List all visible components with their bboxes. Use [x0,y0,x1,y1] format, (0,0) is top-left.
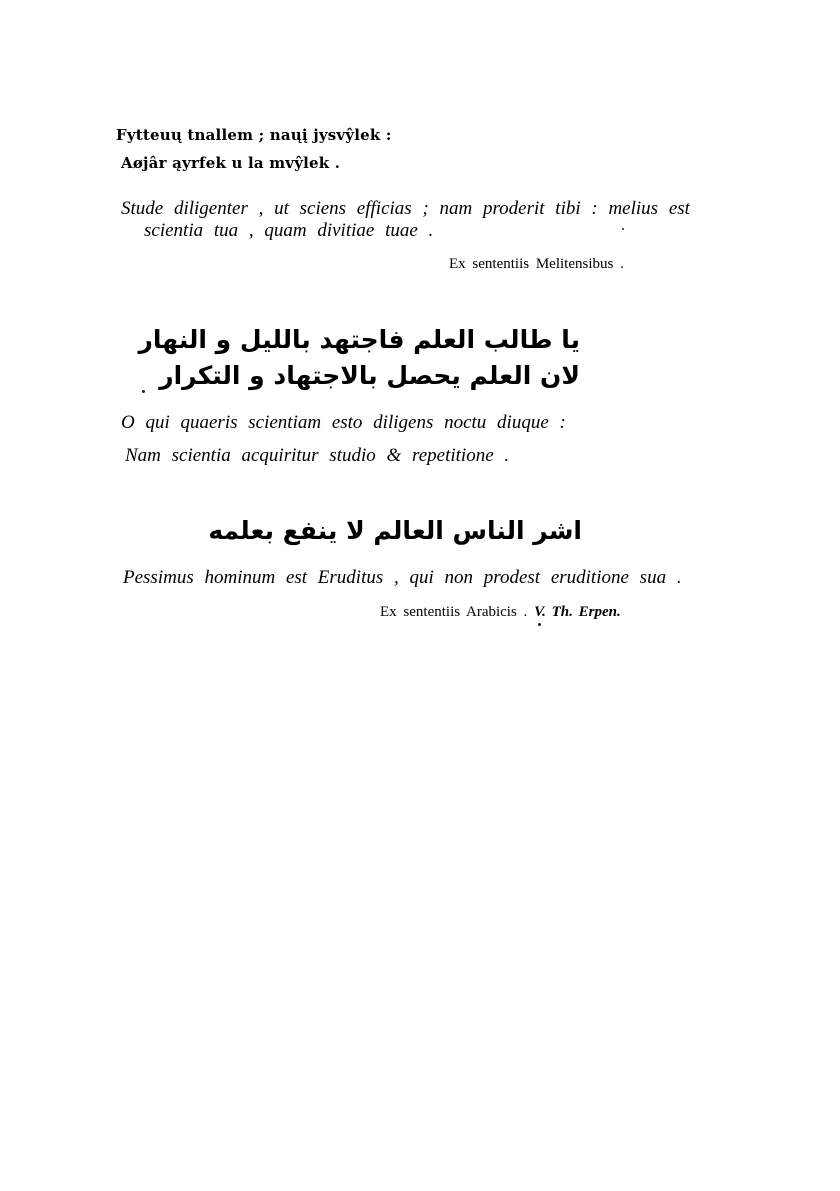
print-speck [622,228,624,230]
source-attribution-2-text: Ex sententiis Arabicis . [380,604,528,620]
print-speck [142,390,145,393]
source-attribution-2-author: V. Th. Erpen. [534,604,621,620]
source-attribution-2 [380,605,621,620]
maltese-proverb-line-1: Fytteuų tnallem ; naųį jysvŷlek : [116,126,392,144]
arabic-proverb-2: اشر الناس العالم لا ينفع بعلمه [208,516,582,545]
print-speck [538,623,541,626]
maltese-proverb-line-2: Aøjâr ąyrfek u la mvŷlek . [121,154,341,172]
arabic-proverb-1-line-2: لان العلم يحصل بالاجتهاد و التكرار [159,361,580,390]
latin-translation-3: Pessimus hominum est Eruditus , qui non prodest eruditione sua . [123,567,682,588]
latin-translation-2-line-2: Nam scientia acquiritur studio & repetitione . [125,445,510,466]
latin-translation-1-line-1: Stude diligenter , ut sciens efficias ; nam proderit tibi : melius est [121,198,690,219]
latin-translation-1-line-2: scientia tua , quam divitiae tuae . [144,220,434,241]
source-attribution-1: Ex sententiis Melitensibus . [449,256,624,272]
latin-translation-2-line-1: O qui quaeris scientiam esto diligens noctu diuque : [121,412,566,433]
arabic-proverb-1-line-1: يا طالب العلم فاجتهد بالليل و النهار [138,325,580,354]
